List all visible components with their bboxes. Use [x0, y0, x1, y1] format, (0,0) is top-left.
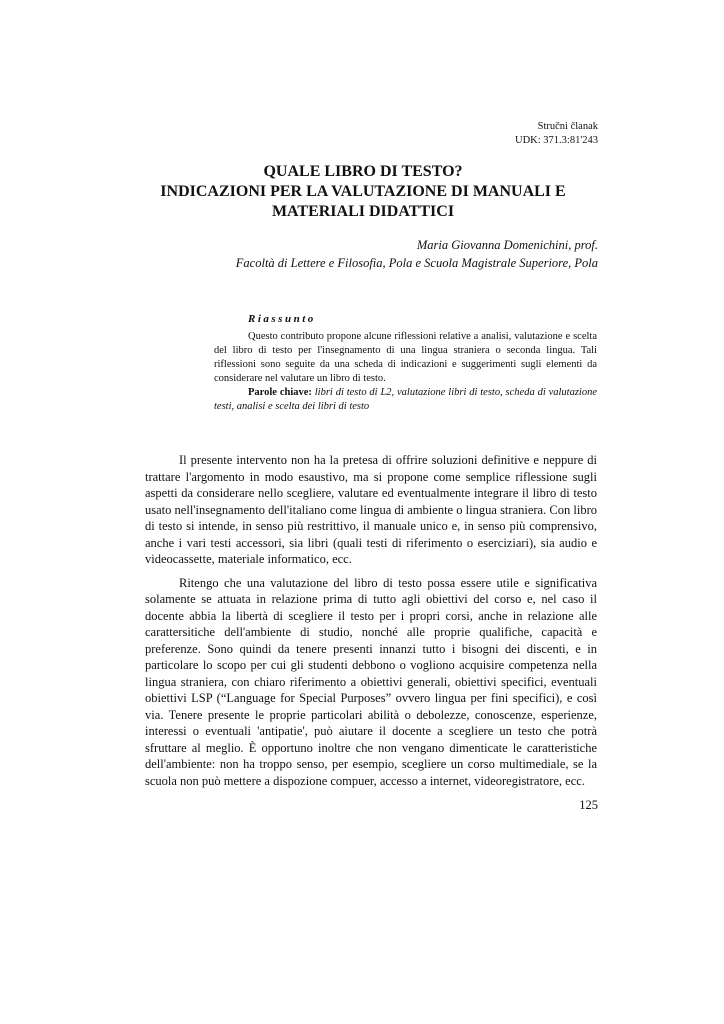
abstract-text: Questo contributo propone alcune riflessioni relative a analisi, valutazione e scelta del libro di testo per l'insegnamento di una lingua straniera o seconda lingua. Tali riflessioni sono seguite da una scheda di indicazioni e suggerimenti sugli elementi da considerare nel valutare un libro di testo.	[214, 331, 597, 384]
author-block	[236, 236, 598, 272]
title-line: QUALE LIBRO DI TESTO?	[263, 163, 463, 180]
page-number: 125	[579, 798, 598, 812]
abstract-heading: Riassunto	[248, 313, 316, 325]
body-paragraph: Il presente intervento non ha la pretesa di offrire soluzioni definitive e neppure di trattare l'argomento in modo esaustivo, ma si propone come semplice riflessione sugli aspetti da considerare nello scegliere, valutare ed eventualmente integrare il libro di testo usato nell'insegnamento dell'italiano come lingua di ambiente o lingua straniera. Con libro di testo si intende, in senso più restrittivo, il manuale unico e, in senso più comprensivo, anche i vari testi accessori, sia libri (quali testi di riferimento o eserciziari), sia audio e videocassette, materiale informatico, ecc.	[145, 453, 597, 566]
article-title	[126, 162, 600, 222]
abstract	[214, 312, 597, 414]
keywords-text: libri di testo di L2, valutazione libri di testo, scheda di valutazione testi, analisi e scelta dei libri di testo	[214, 387, 597, 412]
udk-code: UDK: 371.3:81'243	[515, 135, 598, 146]
title-line: INDICAZIONI PER LA VALUTAZIONE DI MANUALI E	[160, 183, 566, 200]
keywords-label: Parole chiave:	[248, 387, 312, 398]
author-affiliation: Facoltà di Lettere e Filosofia, Pola e Scuola Magistrale Superiore, Pola	[235, 256, 598, 270]
article-meta	[515, 120, 598, 148]
body-paragraph: Ritengo che una valutazione del libro di testo possa essere utile e significativa solamente se attuata in relazione prima di tutto agli obiettivi del corso e, nel caso il docente abbia la libertà di scegliere il testo per i propri corsi, anche in relazione alle carattersitiche dell'ambiente di studio, nonché alle proprie qualifiche, capacità e preferenze. Sono quindi da tenere presenti innanzi tutto i bisogni dei discenti, e in particolare lo scopo per cui gli studenti debbono o vogliono acquisire competenza nella lingua straniera, con chiaro riferimento a obiettivi generali, obiettivi specifici, eventuali obiettivi LSP (“Language for Special Purposes” ovvero lingua per fini specifici), e così via. Tenere presente le proprie particolari abilità o debolezze, conoscenze, esperienze, interessi o eventuali 'antipatie', può aiutare il docente a scegliere un testo che potrà sfruttare al meglio. È opportuno inoltre che non vengano dimenticate le caratteristiche dell'ambiente: non ha troppo senso, per esempio, scegliere un corso multimediale, se la scuola non può mettere a dispozione compuer, accesso a internet, videoregistratore, ecc.	[145, 575, 597, 788]
author-name: Maria Giovanna Domenichini, prof.	[416, 238, 598, 252]
article-type: Stručni članak	[537, 121, 598, 132]
title-line: MATERIALI DIDATTICI	[271, 203, 455, 220]
keywords	[214, 386, 597, 414]
body-text	[145, 452, 597, 796]
